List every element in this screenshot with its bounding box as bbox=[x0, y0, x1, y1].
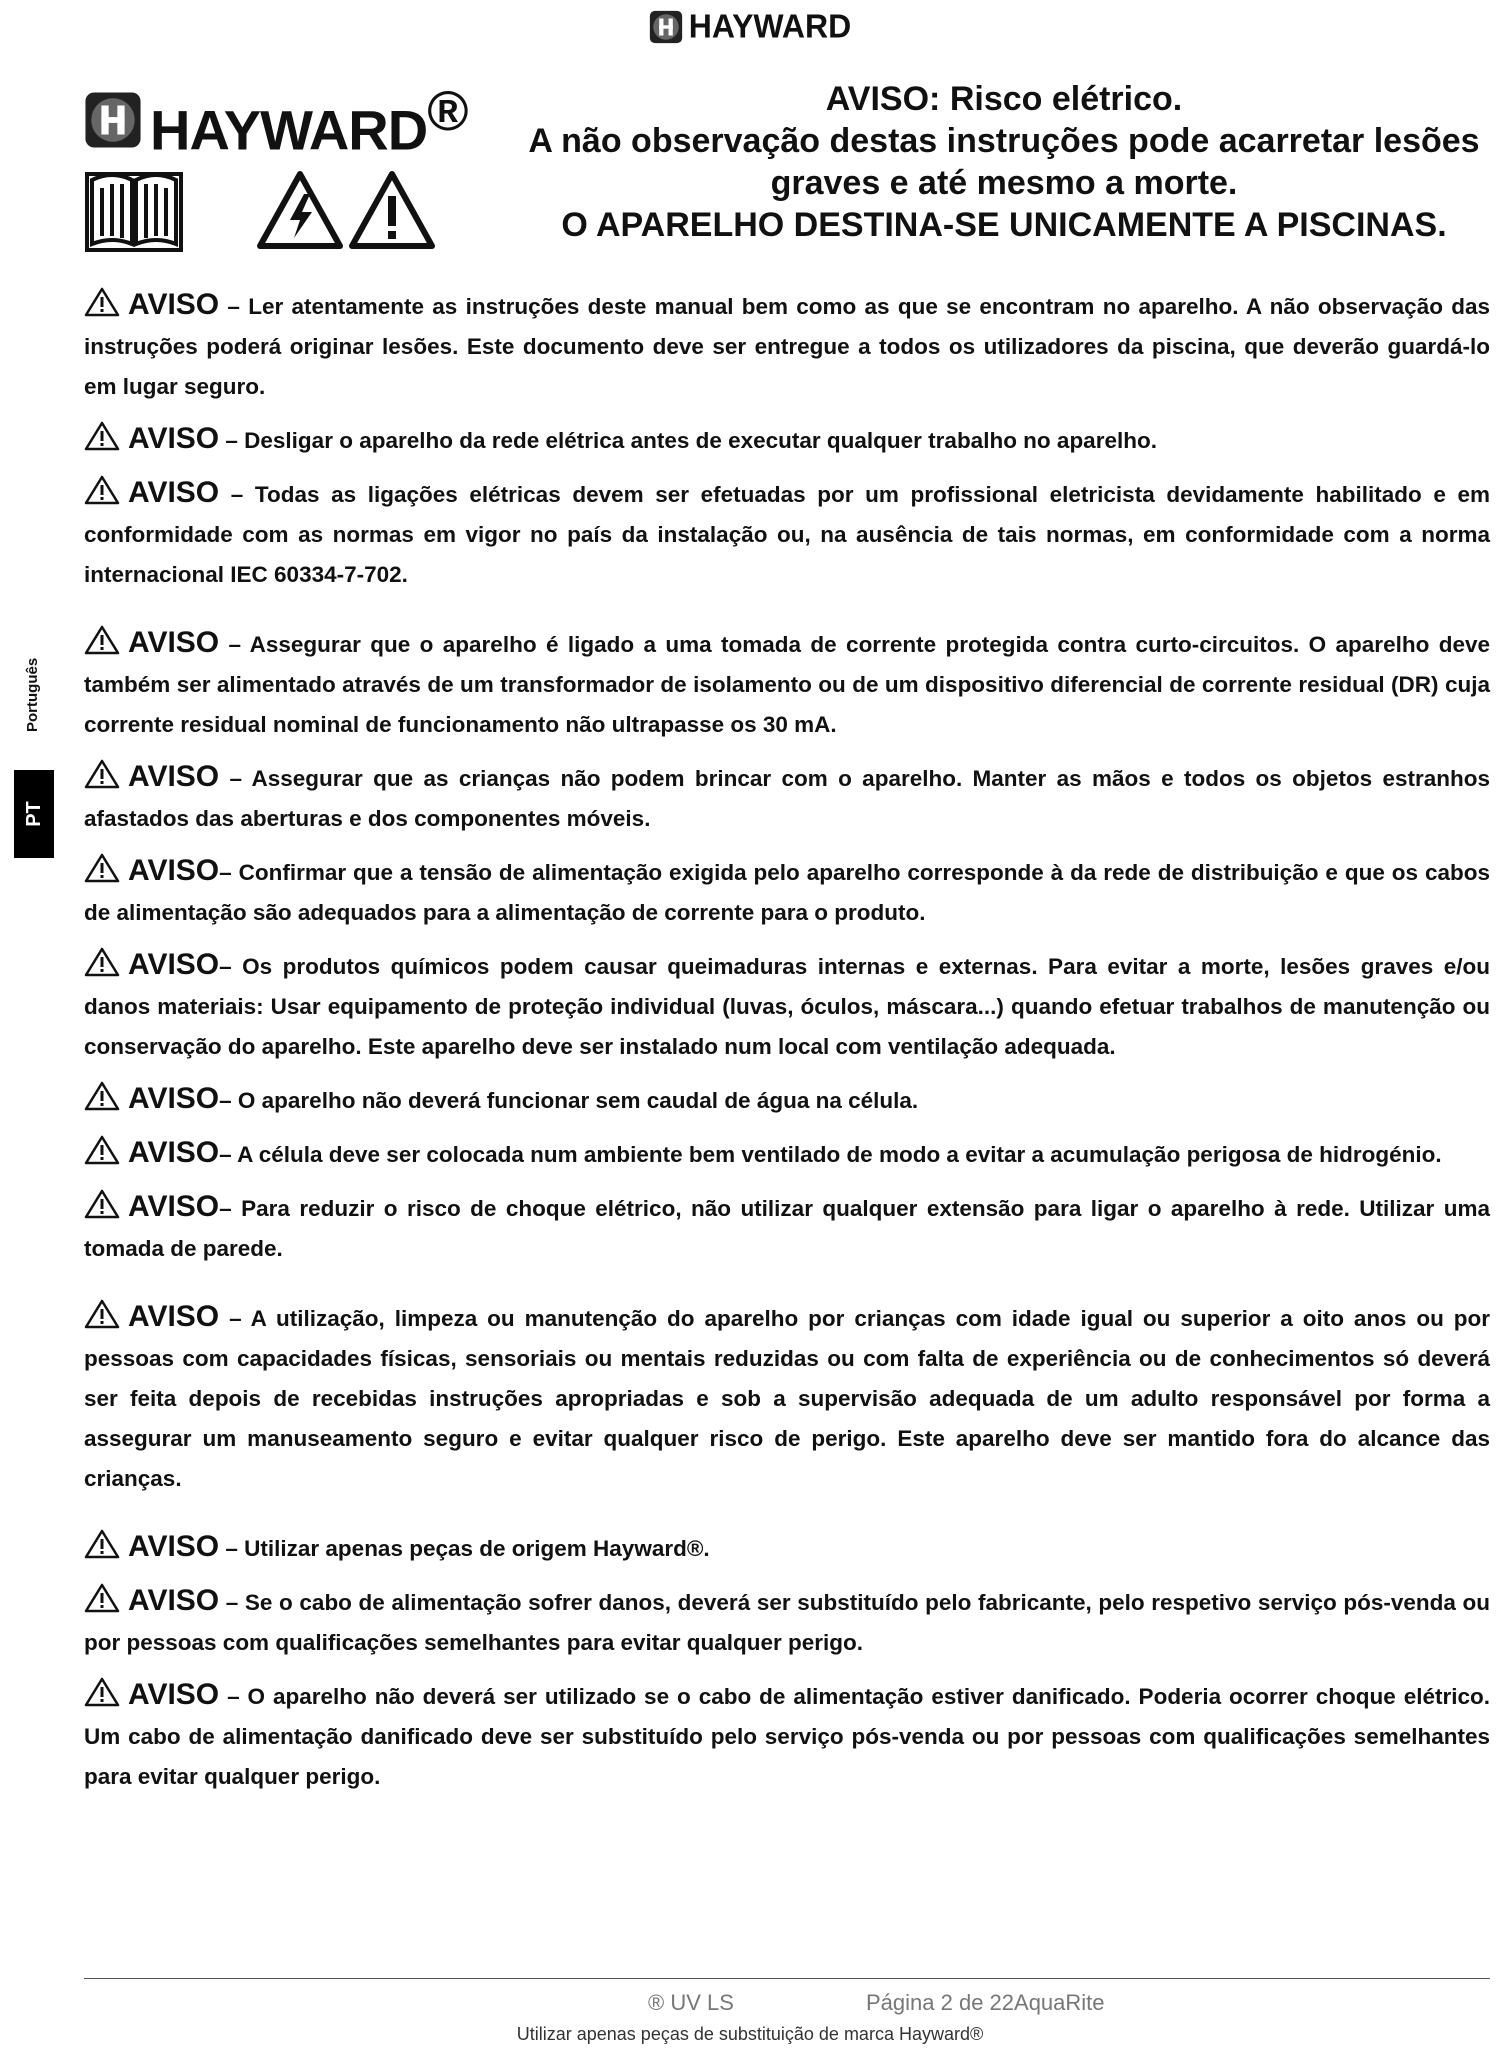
top-brand-text: HAYWARD bbox=[688, 7, 852, 45]
warning-icon bbox=[84, 1081, 120, 1111]
warning-icon bbox=[84, 853, 120, 883]
warning-paragraph: AVISO – Desligar o aparelho da rede elétrica antes de executar qualquer trabalho no aparelho. bbox=[84, 419, 1490, 461]
warning-icon bbox=[84, 475, 120, 505]
general-warning-icon bbox=[348, 170, 436, 250]
warning-paragraph: AVISO– A célula deve ser colocada num ambiente bem ventilado de modo a evitar a acumulação perigosa de hidrogénio. bbox=[84, 1133, 1490, 1175]
warning-paragraph: AVISO– Confirmar que a tensão de alimentação exigida pelo aparelho corresponde à da rede de distribuição e que os cabos de alimentação são adequados para a alimentação de corrente para o produto. bbox=[84, 854, 1490, 925]
side-language-tab: PT bbox=[14, 770, 54, 858]
warning-paragraph: AVISO– Para reduzir o risco de choque elétrico, não utilizar qualquer extensão para ligar o aparelho à rede. Utilizar uma tomada de parede. bbox=[84, 1190, 1490, 1261]
warning-icon bbox=[84, 1677, 120, 1707]
warning-icon bbox=[84, 1135, 120, 1165]
warning-paragraph: AVISO – Utilizar apenas peças de origem Hayward®. bbox=[84, 1527, 1490, 1569]
warning-paragraph: AVISO – A utilização, limpeza ou manutenção do aparelho por crianças com idade igual ou superior a oito anos ou por pessoas com capacidades físicas, sensoriais ou mentais reduzidas ou com falta de experiência ou de conhecimentos só deverá ser feita depois de recebidas instruções apropriadas e sob a supervisão adequada de um adulto responsável por forma a assegurar um manuseamento seguro e evitar qualquer risco de perigo. Este aparelho deve ser mantido fora do alcance das crianças. bbox=[84, 1300, 1490, 1491]
title-line: A não observação destas instruções pode acarretar lesões bbox=[528, 122, 1480, 160]
side-language-label: Português bbox=[24, 657, 41, 732]
footer-divider bbox=[84, 1978, 1490, 1979]
warning-paragraph: AVISO– Os produtos químicos podem causar queimaduras internas e externas. Para evitar a morte, lesões graves e/ou danos materiais: Usar equipamento de proteção individual (luvas, óculos, máscara...) quando efetuar trabalhos de manutenção ou conservação do aparelho. Este aparelho deve ser instalado num local com ventilação adequada. bbox=[84, 948, 1490, 1059]
warning-paragraph: AVISO – Assegurar que as crianças não podem brincar com o aparelho. Manter as mãos e todos os objetos estranhos afastados das aberturas e dos componentes móveis. bbox=[84, 760, 1490, 831]
title-line: graves e até mesmo a morte. bbox=[770, 164, 1238, 202]
warning-icon bbox=[84, 1299, 120, 1329]
title-line: O APARELHO DESTINA-SE UNICAMENTE A PISCINAS. bbox=[561, 206, 1447, 244]
warning-paragraph: AVISO– O aparelho não deverá funcionar sem caudal de água na célula. bbox=[84, 1079, 1490, 1121]
warning-title bbox=[444, 78, 1500, 246]
footer-product: ® UV LS bbox=[648, 1990, 734, 2015]
title-line: AVISO: Risco elétrico. bbox=[825, 80, 1183, 118]
main-brand-logo bbox=[84, 78, 467, 163]
warning-paragraph: AVISO – Ler atentamente as instruções deste manual bem como as que se encontram no aparelho. A não observação das instruções poderá originar lesões. Este documento deve ser entregue a todos os utilizadores da piscina, que deverão guardá-lo em lugar seguro. bbox=[84, 288, 1490, 399]
manual-book-icon bbox=[84, 166, 184, 254]
top-brand-logo bbox=[0, 8, 1500, 45]
warning-icon bbox=[84, 287, 120, 317]
warning-icon bbox=[84, 1189, 120, 1219]
hayward-logo-icon bbox=[649, 10, 683, 44]
warning-paragraph: AVISO – O aparelho não deverá ser utilizado se o cabo de alimentação estiver danificado. Poderia ocorrer choque elétrico. Um cabo de alimentação danificado deve ser substituído pelo serviço pós-venda ou por pessoas com qualificações semelhantes para evitar qualquer perigo. bbox=[84, 1678, 1490, 1789]
electric-shock-warning-icon bbox=[256, 170, 344, 250]
warning-icon bbox=[84, 1529, 120, 1559]
main-brand-text: HAYWARD® bbox=[150, 79, 468, 162]
warning-icon bbox=[84, 759, 120, 789]
hayward-logo-icon bbox=[84, 91, 142, 149]
warning-icon bbox=[84, 1583, 120, 1613]
warning-paragraph: AVISO – Todas as ligações elétricas devem ser efetuadas por um profissional eletricista devidamente habilitado e em conformidade com as normas em vigor no país da instalação ou, na ausência de tais normas, em conformidade com a norma internacional IEC 60334-7-702. bbox=[84, 476, 1490, 587]
warning-icon bbox=[84, 421, 120, 451]
footer-page-number: Página 2 de 22AquaRite bbox=[866, 1990, 1105, 2015]
warning-icon bbox=[84, 947, 120, 977]
footer-note: Utilizar apenas peças de substituição de marca Hayward® bbox=[516, 2024, 984, 2044]
warning-paragraph: AVISO – Assegurar que o aparelho é ligado a uma tomada de corrente protegida contra curto-circuitos. O aparelho deve também ser alimentado através de um transformador de isolamento ou de um dispositivo diferencial de corrente residual (DR) cuja corrente residual nominal de funcionamento não ultrapasse os 30 mA. bbox=[84, 626, 1490, 737]
warning-icon bbox=[84, 625, 120, 655]
warning-paragraph: AVISO – Se o cabo de alimentação sofrer danos, deverá ser substituído pelo fabricante, pelo respetivo serviço pós-venda ou por pessoas com qualificações semelhantes para evitar qualquer perigo. bbox=[84, 1584, 1490, 1655]
warnings-list bbox=[84, 285, 1490, 1797]
header bbox=[84, 78, 1484, 248]
